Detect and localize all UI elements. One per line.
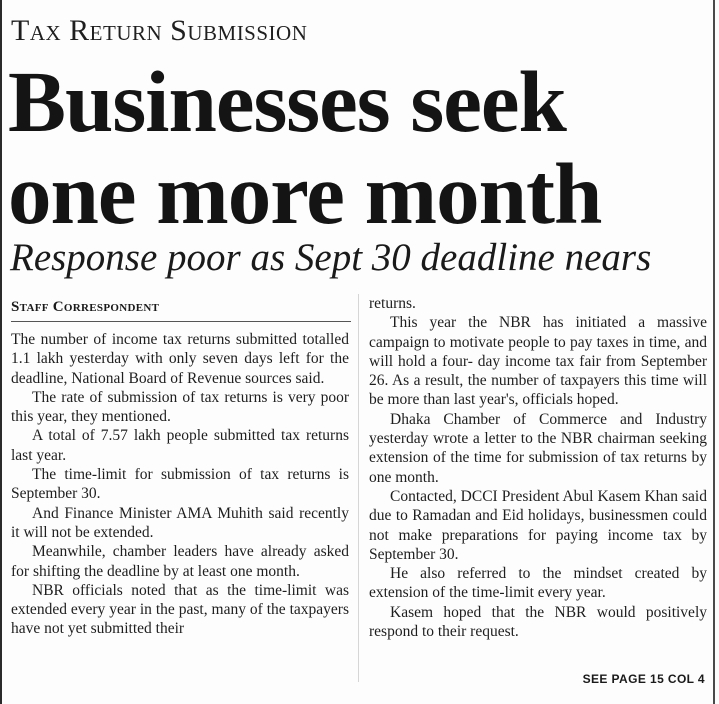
paragraph: The time-limit for submission of tax returns is September 30. [11, 466, 349, 503]
continuation-jump-line: SEE PAGE 15 COL 4 [582, 672, 705, 686]
clipping-left-edge [0, 0, 2, 704]
paragraph: He also referred to the mindset created by extension of the time-limit every year. [369, 565, 707, 602]
headline-line-1: Businesses seek [8, 53, 566, 150]
paragraph: Kasem hoped that the NBR would positively respond to their request. [369, 603, 707, 641]
column-divider [358, 294, 359, 682]
paragraph-continued: returns. [369, 295, 416, 312]
paragraph: Meanwhile, chamber leaders have already asked for shifting the deadline by at least one month. [11, 543, 349, 580]
paragraph: The number of income tax returns submitted totalled 1.1 lakh yesterday with only seven days left for the deadline, National Board of Revenue sources said. [11, 331, 349, 387]
byline: Staff Correspondent [11, 299, 160, 315]
body-column-left [11, 330, 349, 639]
paragraph: Dhaka Chamber of Commerce and Industry yesterday wrote a letter to the NBR chairman seeking extension of the time for submission of tax returns by one month. [369, 410, 707, 486]
clipping-right-edge [713, 0, 715, 704]
paragraph: The rate of submission of tax returns is very poor this year, they mentioned. [11, 388, 349, 426]
headline-line-2: one more month [8, 145, 602, 242]
section-kicker: Tax Return Submission [11, 14, 308, 47]
paragraph: NBR officials noted that as the time-limit was extended every year in the past, many of the taxpayers have not yet submitted their [11, 581, 349, 638]
subheadline: Response poor as Sept 30 deadline nears [10, 236, 652, 279]
paragraph: And Finance Minister AMA Muhith said recently it will not be extended. [11, 504, 349, 541]
paragraph: A total of 7.57 lakh people submitted tax returns last year. [11, 427, 349, 464]
byline-rule [11, 321, 351, 322]
paragraph: Contacted, DCCI President Abul Kasem Khan said due to Ramadan and Eid holidays, businessmen could not make preparations for paying income tax by September 30. [369, 487, 707, 563]
body-column-right [369, 294, 707, 641]
headline [8, 53, 708, 242]
paragraph: This year the NBR has initiated a massive campaign to motivate people to pay taxes in time, and will hold a four- day income tax fair from September 26. As a result, the number of taxpayers this time will be more than last year's, officials hoped. [369, 314, 707, 409]
